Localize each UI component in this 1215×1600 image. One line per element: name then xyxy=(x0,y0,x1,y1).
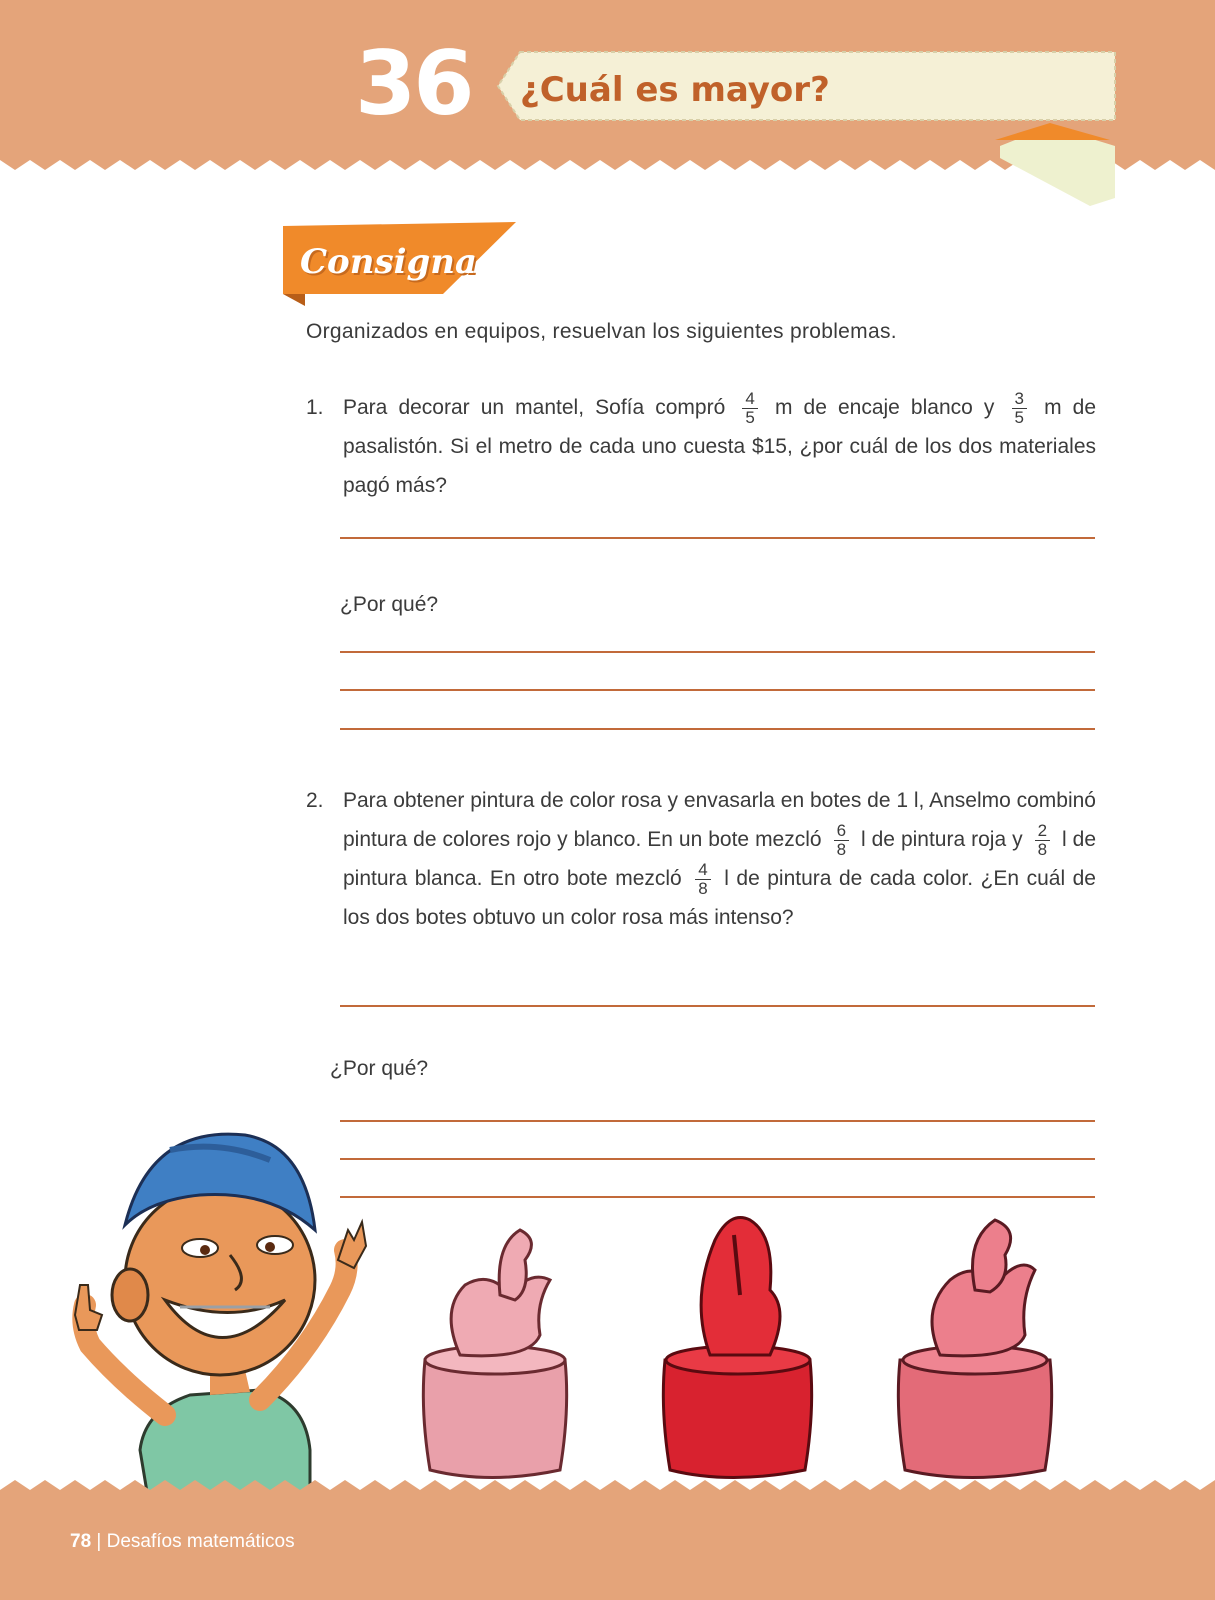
problem-2 xyxy=(306,781,1096,937)
fraction-numerator: 6 xyxy=(834,822,849,841)
fraction-denominator: 8 xyxy=(698,878,708,898)
fraction xyxy=(1012,390,1027,427)
page-footer xyxy=(70,1531,295,1553)
lesson-number: 36 xyxy=(355,32,472,135)
problem-text-segment: Para decorar un mantel, Sofía compró xyxy=(343,396,726,419)
problem-text-segment: l de pintura de cada color. ¿En cuál de los dos botes obtuvo un color rosa más intenso? xyxy=(343,867,1096,929)
problem-text-segment: m de pasalistón. Si el metro de cada uno cuesta $15, ¿por cuál de los dos materiales pagó más? xyxy=(343,396,1096,497)
why-label: ¿Por qué? xyxy=(340,593,439,616)
fraction xyxy=(742,390,757,427)
problem-number: 1. xyxy=(306,396,324,419)
problem-text xyxy=(343,781,1096,937)
why-label: ¿Por qué? xyxy=(330,1057,429,1080)
answer-line[interactable] xyxy=(340,728,1095,730)
page-number: 78 xyxy=(70,1531,92,1552)
fraction-numerator: 3 xyxy=(1012,390,1027,409)
fraction-denominator: 5 xyxy=(745,407,755,427)
answer-line[interactable] xyxy=(340,1005,1095,1007)
footer-separator: | xyxy=(96,1531,102,1552)
book-title: Desafíos matemáticos xyxy=(106,1531,295,1552)
fraction xyxy=(1035,822,1050,859)
problem-text-segment: l de pintura blanca. En otro bote mezcló xyxy=(343,828,1097,890)
consigna-label: Consigna xyxy=(300,242,478,282)
lesson-title: ¿Cuál es mayor? xyxy=(520,70,830,110)
problem-number: 2. xyxy=(306,789,324,812)
red-paint-can-icon xyxy=(663,1218,811,1478)
fraction-denominator: 8 xyxy=(1037,839,1048,859)
problem-text-segment: Para obtener pintura de color rosa y envasarla en botes de 1 l, Anselmo combinó pintura de colores rojo y blanco. En un bote mezcló xyxy=(343,789,1096,851)
problem-1 xyxy=(306,388,1096,505)
problem-text-segment: m de encaje blanco y xyxy=(774,396,995,419)
answer-line[interactable] xyxy=(340,689,1095,691)
boy-character-icon xyxy=(75,1134,366,1510)
fraction-denominator: 8 xyxy=(836,839,847,859)
fraction-numerator: 4 xyxy=(695,861,710,880)
fraction-denominator: 5 xyxy=(1014,407,1024,427)
fraction-numerator: 4 xyxy=(742,390,757,409)
problem-text xyxy=(343,388,1096,505)
fraction xyxy=(834,822,849,859)
pink-paint-can-icon xyxy=(898,1220,1051,1478)
illustration xyxy=(70,1120,1120,1510)
light-pink-paint-can-icon xyxy=(423,1230,566,1478)
problem-text-segment: l de pintura roja y xyxy=(861,828,1023,851)
answer-line[interactable] xyxy=(340,537,1095,539)
fraction-numerator: 2 xyxy=(1035,822,1050,841)
fraction xyxy=(695,861,710,898)
instruction-text: Organizados en equipos, resuelvan los siguientes problemas. xyxy=(306,320,897,343)
answer-line[interactable] xyxy=(340,651,1095,653)
